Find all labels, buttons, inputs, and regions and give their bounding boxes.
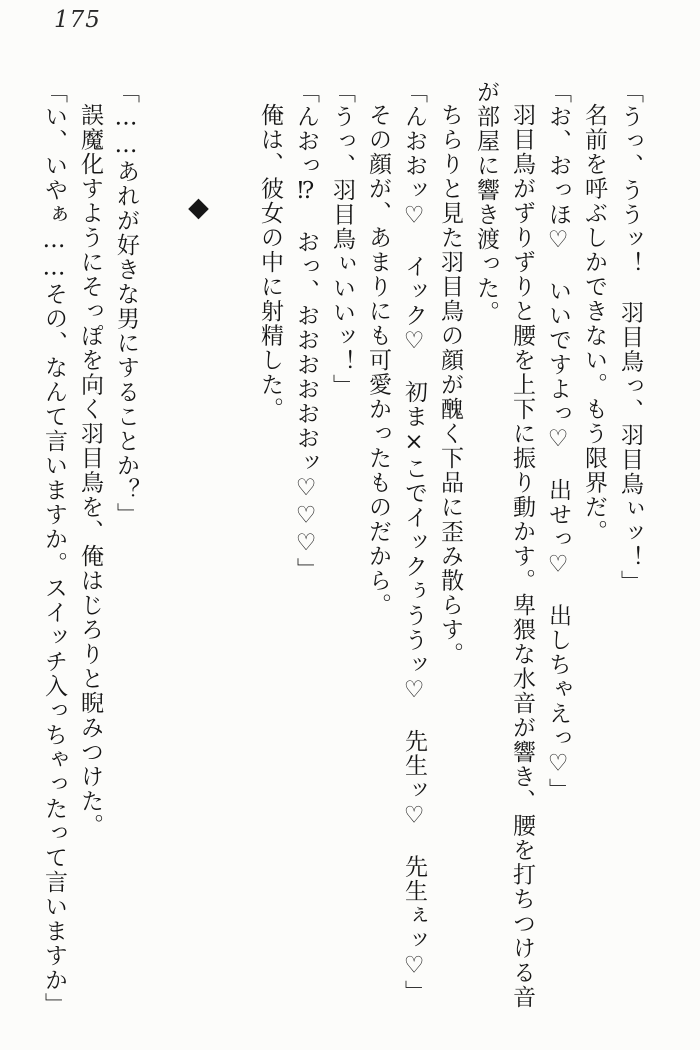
text-block bbox=[36, 80, 648, 1028]
text-line: 「うっ、ううッ！ 羽目鳥っ、羽目鳥ぃッ！」 bbox=[617, 80, 643, 595]
text-line: 「うっ、羽目鳥ぃいいッ！」 bbox=[329, 80, 355, 399]
text-line: 「んおっ⁉ おっ、おおおおおおッ♡♡♡」 bbox=[293, 80, 319, 582]
text-line: 誤魔化すようにそっぽを向く羽目鳥を、俺はじろりと睨みつけた。 bbox=[77, 103, 103, 838]
text-line: 「んおおッ♡ イック♡ 初ま×こでイックぅううッ♡ 先生ッ♡ 先生ぇッ♡」 bbox=[401, 80, 427, 1005]
text-line: 名前を呼ぶしかできない。もう限界だ。 bbox=[581, 103, 607, 544]
text-line: その顔が、あまりにも可愛かったものだから。 bbox=[365, 103, 391, 618]
text-line: 「い、いやぁ……その、なんて言いますか。スイッチ入っちゃったって言いますか」 bbox=[41, 80, 67, 1017]
text-line: 羽目鳥がずりずりと腰を上下に振り動かす。卑猥な水音が響き、腰を打ちつける音 bbox=[509, 103, 535, 1010]
text-line: 「……あれが好きな男にすることか？」 bbox=[113, 80, 139, 527]
text-line: 俺は、彼女の中に射精した。 bbox=[257, 103, 283, 422]
page-number: 175 bbox=[54, 7, 101, 33]
text-line: ちらりと見た羽目鳥の顔が醜く下品に歪み散らす。 bbox=[437, 103, 463, 667]
text-line: 「お、おっほ♡ いいですよっ♡ 出せっ♡ 出しちゃえっ♡」 bbox=[545, 80, 571, 803]
section-separator: ◆ bbox=[183, 192, 214, 223]
text-line: が部屋に響き渡った。 bbox=[473, 80, 499, 325]
